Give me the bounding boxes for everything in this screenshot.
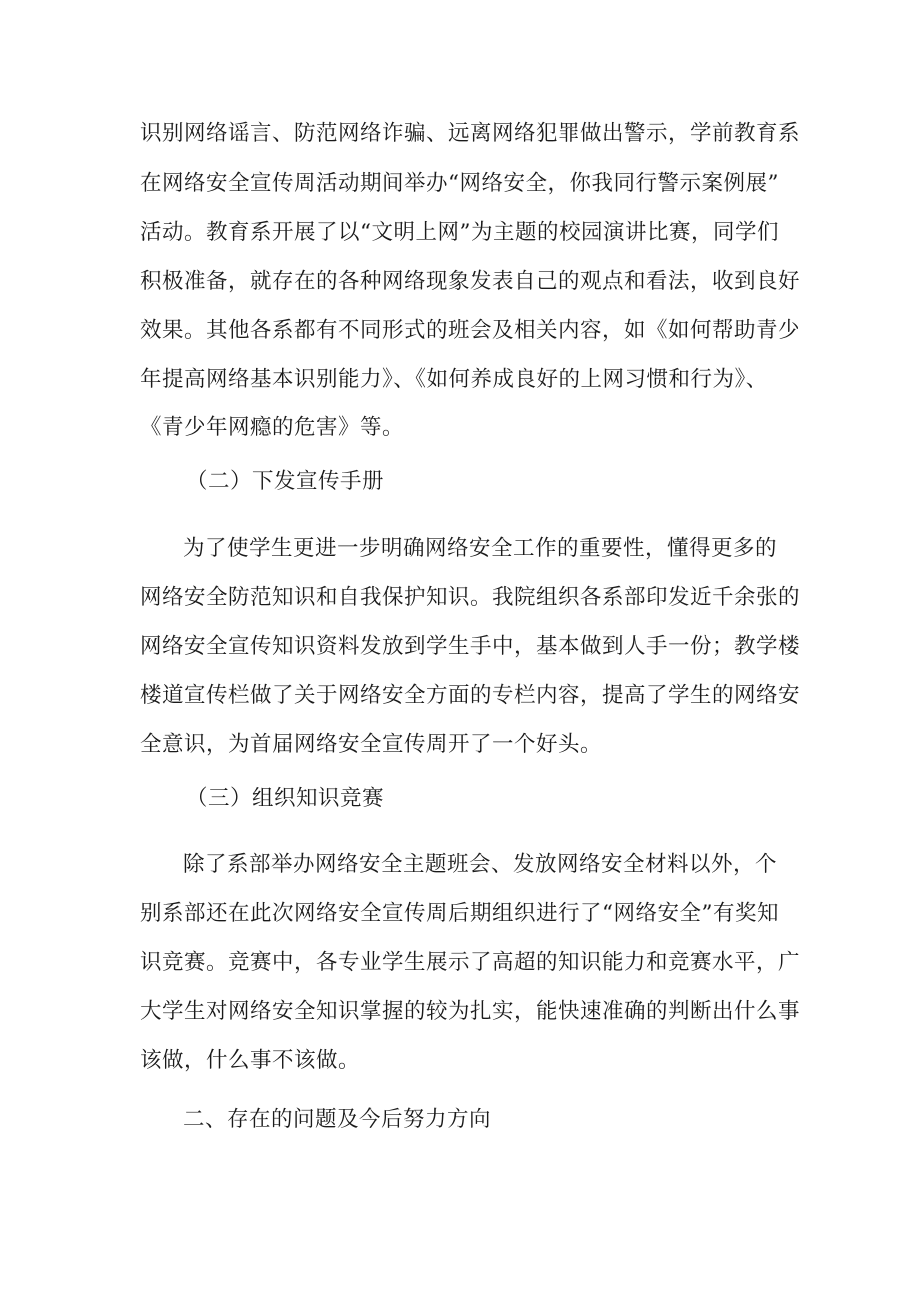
paragraph-1-line-5: 效果。其他各系都有不同形式的班会及相关内容，如《如何帮助青少 <box>140 318 801 343</box>
paragraph-3-line-4: 大学生对网络安全知识掌握的较为扎实，能快速准确的判断出什么事 <box>140 999 801 1024</box>
paragraph-1-line-3: 活动。教育系开展了以“文明上网”为主题的校园演讲比赛，同学们 <box>140 220 779 245</box>
paragraph-3-line-2: 别系部还在此次网络安全宣传周后期组织进行了“网络安全”有奖知 <box>140 901 779 926</box>
paragraph-2-line-1: 为了使学生更进一步明确网络安全工作的重要性，懂得更多的 <box>183 536 778 561</box>
paragraph-1-line-4: 积极准备，就存在的各种网络现象发表自己的观点和看法，收到良好 <box>140 269 801 294</box>
paragraph-3-line-1: 除了系部举办网络安全主题班会、发放网络安全材料以外，个 <box>183 852 778 877</box>
paragraph-1-line-2: 在网络安全宣传周活动期间举办“网络安全，你我同行警示案例展” <box>140 171 779 196</box>
subheading-distribute-brochures: （二）下发宣传手册 <box>186 469 385 494</box>
paragraph-3-line-3: 识竞赛。竞赛中，各专业学生展示了高超的知识能力和竞赛水平，广 <box>140 950 801 975</box>
paragraph-3-line-5: 该做，什么事不该做。 <box>140 1048 361 1073</box>
paragraph-1-line-1: 识别网络谣言、防范网络诈骗、远离网络犯罪做出警示，学前教育系 <box>140 121 801 146</box>
subheading-knowledge-contest: （三）组织知识竞赛 <box>186 786 385 811</box>
paragraph-1-line-7: 《青少年网瘾的危害》等。 <box>140 415 405 440</box>
paragraph-2-line-5: 全意识，为首届网络安全宣传周开了一个好头。 <box>140 732 603 757</box>
section-heading-problems-and-directions: 二、存在的问题及今后努力方向 <box>183 1107 492 1132</box>
paragraph-1-line-6: 年提高网络基本识别能力》、《如何养成良好的上网习惯和行为》、 <box>140 367 768 392</box>
paragraph-2-line-4: 楼道宣传栏做了关于网络安全方面的专栏内容，提高了学生的网络安 <box>140 683 801 708</box>
paragraph-2-line-3: 网络安全宣传知识资料发放到学生手中，基本做到人手一份；教学楼 <box>140 634 801 659</box>
paragraph-2-line-2: 网络安全防范知识和自我保护知识。我院组织各系部印发近千余张的 <box>140 585 801 610</box>
